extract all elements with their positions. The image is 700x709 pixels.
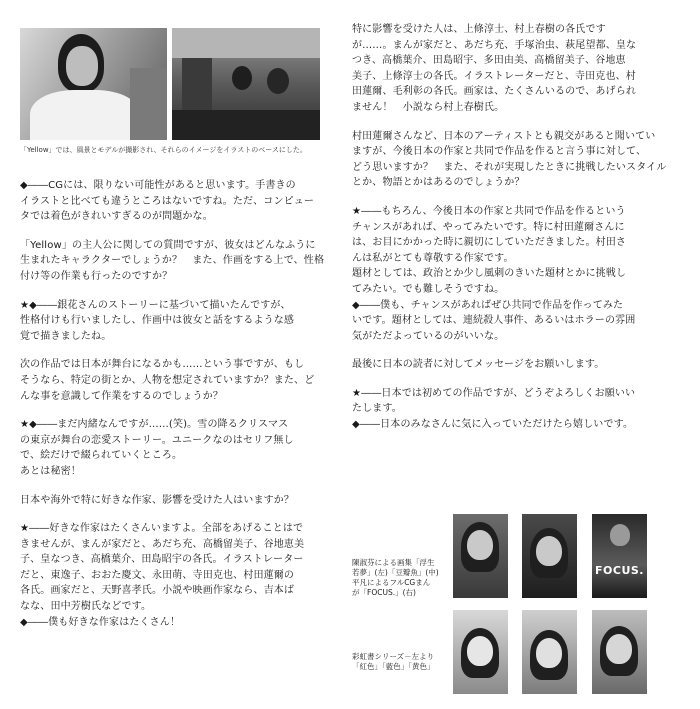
- paragraph: 日本や海外で特に好きな作家、影響を受けた人はいますか？: [20, 494, 295, 506]
- paragraph: ★――好きな作家はたくさんいますよ。全部をあげることはで きませんが、まんが家だと、あだち充、高橋留美子、谷地恵美 子、皇なつき、高橋葉介、田島昭宇の各氏。イラストレーター だと、東逸子、おおた慶文、永田萌、寺田克也、村田蓮爾の 各氏。画家だと、天野喜孝氏。小説や映画作家なら、吉本ば なな、田中芳樹氏などです。 ◆――僕も好きな作家はたくさん！: [20, 523, 305, 628]
- paragraph: ★◆――銀花さんのストーリーに基づいて描いたんですが、 性格付けも行いましたし、作画中は彼女と話をするような感 覚で描きましたね。: [20, 299, 295, 342]
- paragraph: ◆――CGには、限りない可能性があると思います。手書きの イラストと比べても違うところはないですね。ただ、コンピュー タでは着色がきれいすぎるのが問題かな。: [20, 180, 315, 223]
- photo-restaurant-scene: [172, 28, 320, 140]
- right-column: [352, 22, 686, 433]
- paragraph: 次の作品では日本が舞台になるかも……という事ですが、もし そうなら、特定の街とか、人物を想定されていますか？また、ど んな事を意識して作業をするのでしょうか？: [20, 359, 315, 402]
- paragraph: 特に影響を受けた人は、上條淳士、村上春樹の各氏です が……。まんが家だと、あだち充、手塚治虫、萩尾望都、皇な つき、高橋葉介、田島昭宇、多田由美、高橋留美子、谷地恵 美子、上條淳士の各氏。イラストレーターだと、寺田克也、村 田蓮爾、毛利彰の各氏。画家は、たくさんいるので、あげられ ません！ 小説なら村上春樹氏。: [352, 24, 637, 113]
- cover-douban-yu: [522, 514, 577, 598]
- cover-red: [453, 610, 508, 694]
- paragraph: ★◆――まだ内緒なんですが……(笑)。雪の降るクリスマス の東京が舞台の恋愛ストーリー。ユニークなのはセリフ無し で、絵だけで綴られていくところ。 あとは秘密！: [20, 419, 294, 477]
- cover-yellow: [592, 610, 647, 694]
- cover-focus: [592, 514, 647, 598]
- paragraph: ★――もちろん、今後日本の作家と共同で作品を作るという チャンスがあれば、やってみたいです。特に村田蓮爾さんに は、お目にかかった時に親切にしていただきました。村田さ んは私がとても尊敬する作家です。 題材としては、政治とか少し風刺のきいた題材とかに挑戦し てみたい。でも難しそうですね。 ◆――僕も、チャンスがあればぜひ共同で作品を作ってみた いです。題材としては、連続殺人事件、あるいはホラーの雰囲 気がただよっているのがいいな。: [352, 205, 636, 342]
- cover-title: FOCUS.: [595, 564, 644, 577]
- cover-blue: [522, 610, 577, 694]
- paragraph: 「Yellow」の主人公に関しての質問ですが、彼女はどんなふうに 生まれたキャラクターでしょうか？ また、作画をする上で、性格 付け等の作業も行ったのですか？: [20, 239, 325, 282]
- book-caption-bottom: 彩虹書シリーズ－左より 「紅色」「藍色」「黄色」: [352, 652, 435, 671]
- cover-fusheng-ruomeng: [453, 514, 508, 598]
- photo-model-portrait: [20, 28, 167, 140]
- photo-caption: 「Yellow」では、風景とモデルが撮影され、それらのイメージをイラストのベースにした。: [20, 146, 307, 154]
- paragraph: 最後に日本の読者に対してメッセージをお願いします。: [352, 359, 605, 371]
- paragraph: 村田蓮爾さんなど、日本のアーティストとも親交があると聞いてい ますが、今後日本の作家と共同で作品を作ると言う事に対して、 どう思いますか？ また、それが実現したときに挑戦したいスタイル とか、物語とかはあるのでしょうか？: [352, 130, 667, 189]
- left-column: [20, 178, 338, 630]
- book-caption-top: 陳淑芬による画集「浮生 若夢」(左)「豆瓣魚」(中) 平凡によるフルCGまん が「FOCUS.」(右): [352, 558, 439, 597]
- paragraph: ★――日本では初めての作品ですが、どうぞよろしくお願いい たします。 ◆――日本のみなさんに気に入っていただけたら嬉しいです。: [352, 387, 636, 431]
